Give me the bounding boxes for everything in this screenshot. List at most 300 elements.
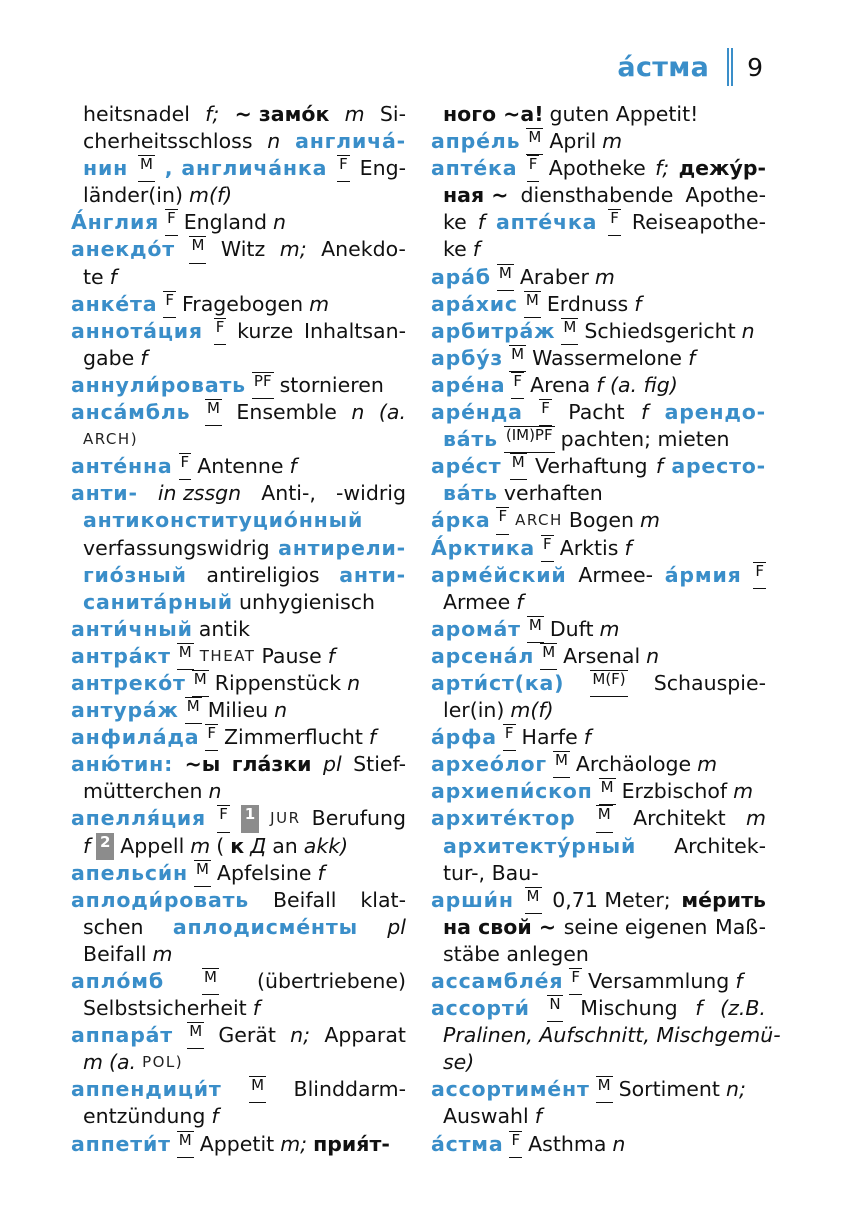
translation-text: verfassungswidrig <box>83 535 270 560</box>
grammar-label: m <box>602 129 623 154</box>
dictionary-line <box>71 860 406 887</box>
gender-marker: M <box>553 751 570 778</box>
gender-marker: M(F) <box>590 670 627 697</box>
bold-phrase: гла́зки <box>231 752 312 777</box>
gender-marker: F <box>753 562 766 589</box>
translation-text: Pause <box>261 643 322 668</box>
gender-marker: F <box>337 155 350 182</box>
dictionary-line <box>71 887 406 914</box>
translation-text: antik <box>198 616 250 641</box>
headword: архите́ктор <box>431 806 576 831</box>
translation-text: Apparat <box>324 1023 406 1048</box>
dictionary-line <box>431 724 766 751</box>
gender-marker: M <box>525 887 542 914</box>
translation-text: Gerät <box>218 1023 276 1048</box>
translation-text: Armee- <box>578 562 653 587</box>
translation-text: ( <box>216 833 225 858</box>
translation-text: Sortiment <box>618 1077 720 1102</box>
bold-phrase: к <box>230 833 245 858</box>
translation-text: pachten; mieten <box>560 427 730 452</box>
grammar-label: m(f) <box>510 698 554 723</box>
headword: антиконституцио́нный <box>83 508 364 533</box>
gender-marker: M <box>192 670 209 697</box>
grammar-label: m <box>640 508 661 533</box>
translation-text: länder(in) <box>83 183 183 208</box>
dictionary-line <box>431 805 766 832</box>
translation-text: Apfelsine <box>216 860 312 885</box>
translation-text: Appetit <box>199 1131 275 1156</box>
headword: аре́нда <box>431 400 523 425</box>
dictionary-line <box>431 1022 781 1049</box>
translation-text: Berufung <box>311 806 406 831</box>
dictionary-line <box>71 182 406 209</box>
dictionary-line <box>431 318 766 345</box>
translation-text: Fragebogen <box>181 291 304 316</box>
headword: анте́нна <box>71 454 173 479</box>
grammar-label: n <box>274 698 288 723</box>
gender-marker: M <box>205 399 222 426</box>
translation-text: Architekt <box>633 806 726 831</box>
translation-text: Reiseapothe- <box>631 210 766 235</box>
dictionary-line <box>71 589 406 616</box>
translation-text: an <box>272 833 298 858</box>
grammar-label: f <box>516 589 524 614</box>
translation-text: gabe <box>83 345 135 370</box>
dictionary-line <box>431 128 766 155</box>
grammar-label: f <box>534 1104 542 1129</box>
headword: антреко́т <box>71 670 186 695</box>
bold-phrase: ме́рить <box>681 887 766 912</box>
translation-text: schen <box>83 914 144 939</box>
dictionary-line <box>431 372 766 399</box>
grammar-label: akk) <box>303 833 349 858</box>
translation-text: Inhaltsan- <box>304 318 406 343</box>
grammar-label: f <box>289 454 297 479</box>
gender-marker: M <box>249 1076 266 1103</box>
grammar-label: m <box>594 264 615 289</box>
grammar-label: m <box>746 806 766 831</box>
headword: ассамбле́я <box>431 969 564 993</box>
headword: а́рмия <box>664 562 742 587</box>
dictionary-line <box>431 778 766 805</box>
headword: арти́ст(ка) <box>431 670 565 695</box>
dictionary-line <box>71 995 406 1022</box>
headword: ассорти́ <box>431 996 530 1021</box>
dictionary-line <box>71 914 406 941</box>
translation-text: heitsnadel <box>83 102 190 126</box>
dictionary-line <box>71 562 406 589</box>
grammar-label: m; <box>280 1131 308 1156</box>
translation-text: klat- <box>360 887 406 912</box>
translation-text: -widrig <box>335 481 406 506</box>
gender-marker: M <box>527 616 544 643</box>
gender-marker: M <box>526 128 543 155</box>
grammar-label: f <box>252 996 260 1021</box>
headword: англича́- <box>295 129 406 154</box>
gender-marker: M <box>185 697 202 724</box>
grammar-label: n <box>272 210 286 235</box>
dictionary-line <box>71 291 406 318</box>
translation-text: Apothe- <box>685 183 766 208</box>
headword: аннота́ция <box>71 318 203 343</box>
gender-marker: M <box>497 264 514 291</box>
grammar-label: m <box>309 291 330 316</box>
translation-text: Versammlung <box>587 969 730 993</box>
headword: , англича́нка <box>164 156 328 181</box>
dictionary-line <box>431 995 766 1022</box>
gender-marker: F <box>569 968 582 995</box>
translation-text: ler(in) <box>443 698 505 723</box>
headword: арши́н <box>431 887 514 912</box>
dictionary-line <box>431 643 766 670</box>
dictionary-line <box>431 616 766 643</box>
dictionary-line <box>431 182 766 209</box>
dictionary-line <box>431 670 766 697</box>
gender-marker: F <box>214 318 227 345</box>
dictionary-line <box>431 589 766 616</box>
double-bar-divider <box>727 48 733 86</box>
translation-text: Auswahl <box>443 1104 529 1129</box>
dictionary-line <box>431 860 766 887</box>
dictionary-line <box>71 345 406 372</box>
translation-text: Anti-, <box>261 481 316 506</box>
headword: аплоди́ровать <box>71 887 250 912</box>
headword: гио́зный <box>83 562 187 587</box>
grammar-label: f <box>109 264 117 289</box>
headword: арме́йский <box>431 562 567 587</box>
translation-text: diensthabende <box>520 183 674 208</box>
dictionary-line <box>431 1103 766 1130</box>
bold-phrase: прия́т- <box>313 1131 390 1156</box>
translation-text: April <box>549 129 597 154</box>
translation-text: Apotheke <box>548 156 646 181</box>
headword: санита́рный <box>83 589 233 614</box>
headword: аре́ст <box>431 454 502 479</box>
translation-text: unhygienisch <box>238 589 376 614</box>
grammar-label: f <box>83 833 91 858</box>
grammar-label: Д <box>250 833 267 858</box>
dictionary-line <box>431 833 766 860</box>
bold-phrase: ная ~ <box>443 183 509 208</box>
grammar-label: n <box>267 129 281 154</box>
dictionary-line <box>431 1049 766 1076</box>
headword: аппара́т <box>71 1023 173 1048</box>
dictionary-line <box>71 480 406 507</box>
headword: арбу́з <box>431 345 504 370</box>
domain-label: ARCH) <box>83 430 139 449</box>
dictionary-line <box>431 453 766 480</box>
grammar-label: (a. <box>108 1050 137 1075</box>
dictionary-line <box>431 264 766 291</box>
dictionary-line <box>71 833 406 860</box>
translation-text: Duft <box>549 616 594 641</box>
gender-marker: M <box>561 318 578 345</box>
grammar-label: (z.B. <box>720 996 766 1021</box>
dictionary-line <box>431 507 766 534</box>
dictionary-line <box>71 426 406 453</box>
headword: анти́чный <box>71 616 193 641</box>
dictionary-line <box>71 453 406 480</box>
dictionary-line <box>71 1022 406 1049</box>
bold-phrase: ного ~а! <box>443 102 544 126</box>
dictionary-line <box>71 535 406 562</box>
bold-phrase: на свой ~ <box>443 914 557 939</box>
translation-text: Araber <box>519 264 589 289</box>
dictionary-line <box>71 724 406 751</box>
running-head-word: а́стма <box>617 51 710 83</box>
headword: нин <box>83 156 129 181</box>
headword: анекдо́т <box>71 237 175 262</box>
domain-label: ARCH <box>515 511 563 530</box>
translation-text: seine eigenen <box>563 914 708 939</box>
headword: аре́на <box>431 372 506 397</box>
translation-text: verhaften <box>503 481 603 506</box>
headword: аппендици́т <box>71 1077 222 1102</box>
headword: апре́ль <box>431 129 521 154</box>
dictionary-line <box>431 914 766 941</box>
dictionary-line <box>71 372 406 399</box>
gender-marker: F <box>511 372 524 399</box>
domain-label: JUR <box>270 809 301 828</box>
grammar-label: m <box>152 941 173 966</box>
gender-marker: F <box>165 209 178 236</box>
dictionary-line <box>71 318 406 345</box>
domain-label: THEAT <box>199 646 256 665</box>
dictionary-line <box>71 101 406 128</box>
headword: ва́ть <box>443 427 498 452</box>
gender-marker: (IM)PF <box>504 426 555 453</box>
translation-text: kurze <box>237 318 294 343</box>
gender-marker: F <box>608 209 621 236</box>
gender-marker: F <box>205 724 218 751</box>
gender-marker: F <box>496 507 509 534</box>
translation-text: stornieren <box>279 372 384 397</box>
gender-marker: M <box>138 155 155 182</box>
translation-text: ke <box>443 210 467 235</box>
headword: а́рка <box>431 508 491 533</box>
translation-text: Erdnuss <box>546 291 629 316</box>
translation-text: mütterchen <box>83 779 203 804</box>
gender-marker: F <box>539 399 552 426</box>
dictionary-line <box>431 751 766 778</box>
headword: аплодисме́нты <box>172 914 358 939</box>
headword: А́нглия <box>71 210 160 235</box>
grammar-label: f; <box>205 102 220 126</box>
translation-text: 0,71 Meter; <box>552 887 671 912</box>
dictionary-line <box>71 751 406 778</box>
grammar-label: pl <box>387 914 406 939</box>
dictionary-line <box>71 1049 406 1076</box>
dictionary-line <box>71 507 406 534</box>
headword: апелля́ция <box>71 806 207 831</box>
grammar-label: se) <box>443 1050 475 1075</box>
translation-text: Ensemble <box>236 400 337 425</box>
grammar-label: f <box>640 400 649 425</box>
translation-text: Appell <box>120 833 185 858</box>
translation-text: Si- <box>379 102 406 126</box>
dictionary-line <box>431 1076 766 1103</box>
translation-text: Arktis <box>559 535 619 560</box>
grammar-label: n <box>351 400 365 425</box>
dictionary-line <box>71 264 406 291</box>
translation-text: ke <box>443 237 467 262</box>
dictionary-line <box>431 480 766 507</box>
grammar-label: pl <box>322 752 342 777</box>
headword: ара́хис <box>431 291 518 316</box>
dictionary-line <box>71 941 406 968</box>
grammar-label: f <box>634 291 642 316</box>
domain-label: POL) <box>142 1053 184 1072</box>
gender-marker: F <box>179 453 192 480</box>
translation-text: England <box>183 210 267 235</box>
bold-phrase: ~ы <box>184 752 221 777</box>
grammar-label: n <box>646 643 660 668</box>
translation-text: Beifall <box>83 941 147 966</box>
translation-text: Milieu <box>207 698 269 723</box>
translation-text: stäbe anlegen <box>443 941 589 966</box>
dictionary-line <box>71 399 406 426</box>
translation-text: te <box>83 264 104 289</box>
translation-text: Antenne <box>197 454 284 479</box>
translation-text: guten Appetit! <box>549 102 699 126</box>
gender-marker: M <box>177 1131 194 1158</box>
headword: архитекту́рный <box>443 833 637 858</box>
dictionary-line <box>431 236 766 263</box>
dictionary-line <box>71 1103 406 1130</box>
right-column <box>431 101 781 1158</box>
grammar-label: f (a. fig) <box>596 372 678 397</box>
headword: ва́ть <box>443 481 498 506</box>
translation-text: cherheitsschloss <box>83 129 253 154</box>
headword: анти- <box>339 562 406 587</box>
gender-marker: N <box>547 995 562 1022</box>
grammar-label: n <box>741 318 755 343</box>
translation-text: Archäologe <box>575 752 692 777</box>
dictionary-line <box>431 291 766 318</box>
translation-text: Erzbischof <box>621 779 728 804</box>
dictionary-line <box>71 697 406 724</box>
headword: антра́кт <box>71 643 171 668</box>
dictionary-line <box>71 155 406 182</box>
translation-text: Anekdo- <box>321 237 406 262</box>
translation-text: Schauspie- <box>653 670 766 695</box>
grammar-label: f <box>583 725 591 750</box>
grammar-label: n <box>347 670 361 695</box>
headword: аню́тин: <box>71 752 174 777</box>
sense-number-badge: 2 <box>96 833 114 860</box>
grammar-label: m <box>733 779 754 804</box>
headword: арсена́л <box>431 643 535 668</box>
gender-marker: F <box>509 1131 522 1158</box>
page-number: 9 <box>747 52 763 82</box>
dictionary-line <box>431 941 766 968</box>
gender-marker: M <box>187 1022 204 1049</box>
dictionary-line <box>431 697 766 724</box>
headword: архиепи́скоп <box>431 779 593 804</box>
headword: анфила́да <box>71 725 200 750</box>
gender-marker: F <box>163 291 176 318</box>
translation-text: Harfe <box>521 725 578 750</box>
dictionary-line <box>431 562 766 589</box>
grammar-label: f <box>211 1104 219 1129</box>
gender-marker: M <box>599 778 616 805</box>
headword: аресто- <box>671 454 766 479</box>
grammar-label: Pralinen, Aufschnitt, Mischgemü- <box>443 1023 781 1048</box>
dictionary-line <box>71 1131 406 1158</box>
gender-marker: M <box>189 236 206 263</box>
gender-marker: F <box>217 805 230 832</box>
translation-text: (übertriebene) <box>256 969 406 993</box>
grammar-label: m(f) <box>189 183 233 208</box>
translation-text: Arsenal <box>563 643 641 668</box>
left-column <box>71 101 406 1158</box>
bold-phrase: дежу́р- <box>678 156 766 181</box>
grammar-label: n; <box>725 1077 746 1102</box>
headword: аннули́ровать <box>71 372 246 397</box>
grammar-label: m <box>599 616 620 641</box>
grammar-label: m <box>190 833 211 858</box>
headword: апте́чка <box>496 210 598 235</box>
translation-text: Witz <box>220 237 266 262</box>
gender-marker: PF <box>252 372 274 399</box>
grammar-label: f <box>688 345 696 370</box>
dictionary-line <box>431 968 766 995</box>
grammar-label: m <box>697 752 718 777</box>
gender-marker: M <box>596 805 613 832</box>
grammar-label: f <box>655 454 664 479</box>
translation-text: Bogen <box>568 508 635 533</box>
headword: а́рфа <box>431 725 497 750</box>
gender-marker: M <box>177 643 194 670</box>
translation-text: Pacht <box>568 400 625 425</box>
translation-text: tur-, Bau- <box>443 860 539 885</box>
dictionary-line <box>431 399 766 426</box>
sense-number-badge: 1 <box>241 805 259 832</box>
translation-text: Blinddarm- <box>293 1077 406 1102</box>
grammar-label: m; <box>279 237 307 262</box>
headword: ара́б <box>431 264 491 289</box>
grammar-label: f <box>472 237 480 262</box>
translation-text: Asthma <box>528 1131 607 1156</box>
dictionary-line <box>431 155 766 182</box>
grammar-label: f; <box>655 156 670 181</box>
grammar-label: f <box>140 345 148 370</box>
headword: анке́та <box>71 291 158 316</box>
translation-text: Eng- <box>359 156 406 181</box>
gender-marker: M <box>509 345 526 372</box>
dictionary-line <box>431 535 766 562</box>
translation-text: Verhaftung <box>534 454 648 479</box>
grammar-label: in zssgn <box>157 481 242 506</box>
headword: арбитра́ж <box>431 318 556 343</box>
grammar-label: (a. <box>378 400 406 425</box>
dictionary-line <box>431 345 766 372</box>
grammar-label: n <box>612 1131 626 1156</box>
headword: арендо- <box>664 400 766 425</box>
grammar-label: n; <box>290 1023 311 1048</box>
gender-marker: F <box>541 535 554 562</box>
dictionary-line <box>71 778 406 805</box>
headword: арома́т <box>431 616 521 641</box>
translation-text: antireligios <box>206 562 320 587</box>
grammar-label: f <box>624 535 632 560</box>
translation-text: Selbstsicherheit <box>83 996 247 1021</box>
grammar-label: n <box>208 779 222 804</box>
headword: апельси́н <box>71 860 188 885</box>
translation-text: Rippenstück <box>214 670 342 695</box>
headword: А́рктика <box>431 535 536 560</box>
translation-text: Architek- <box>674 833 766 858</box>
